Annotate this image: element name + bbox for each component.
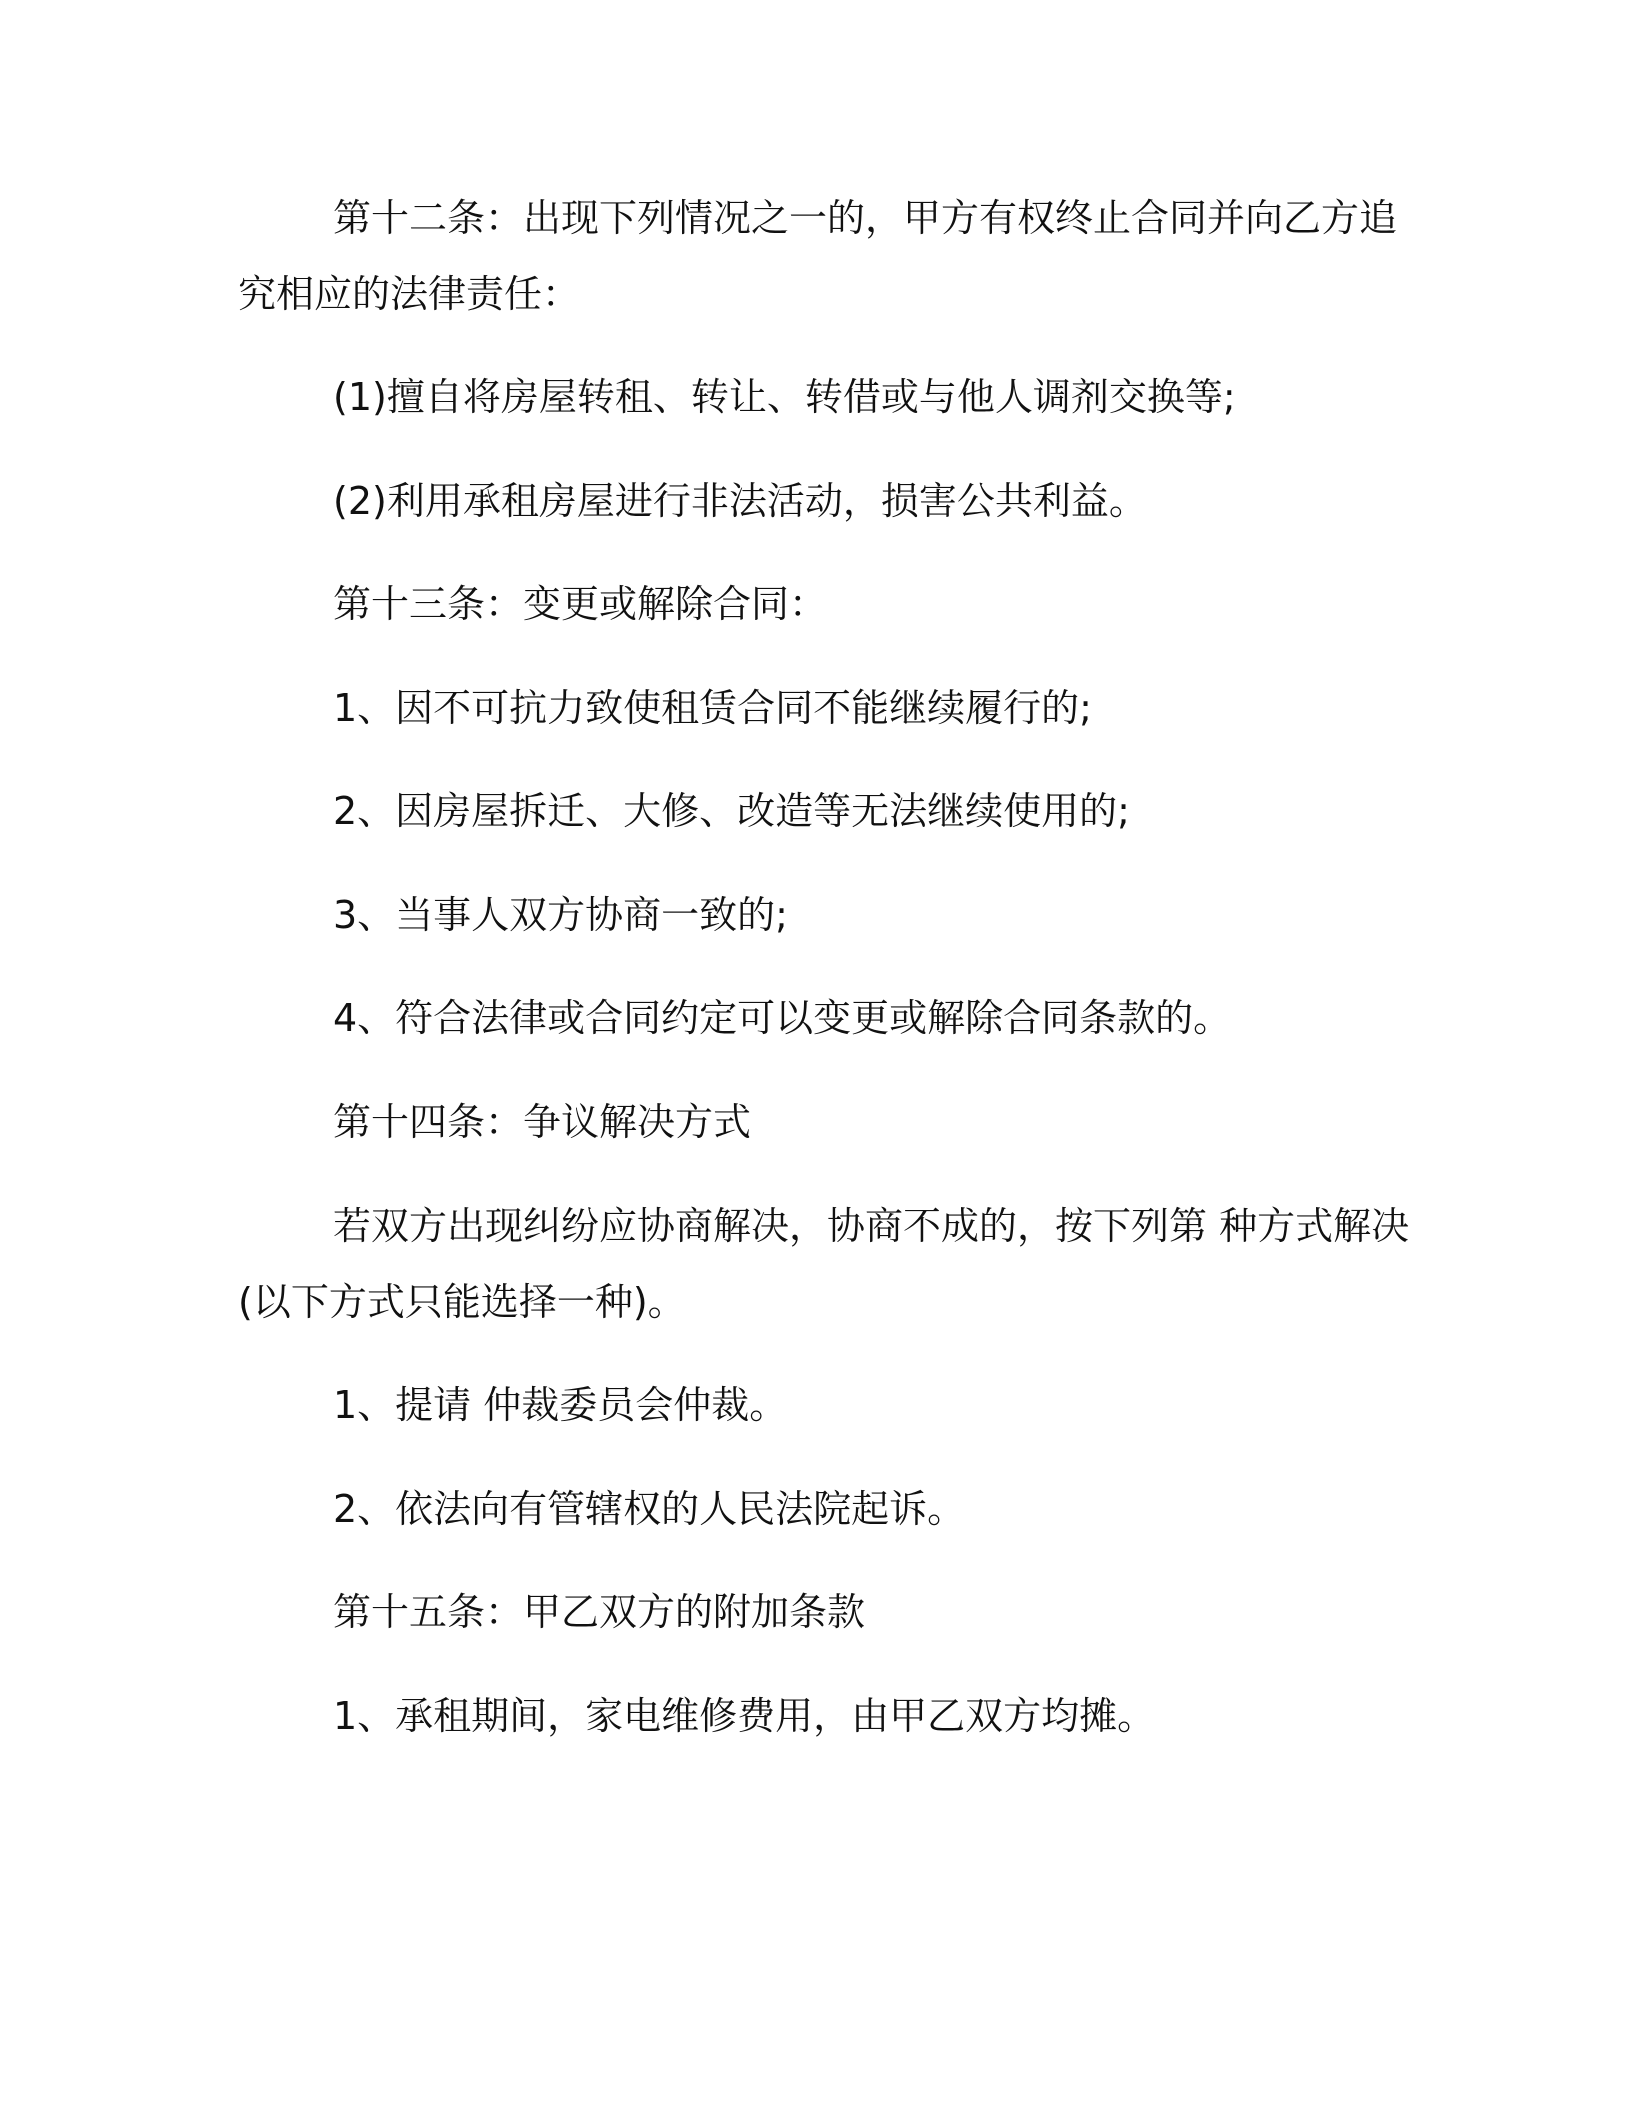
clause-13-item-1: 1、因不可抗力致使租赁合同不能继续履行的; xyxy=(333,686,1092,730)
clause-13-heading: 第十三条：变更或解除合同： xyxy=(333,582,828,626)
clause-15-heading: 第十五条：甲乙双方的附加条款 xyxy=(333,1590,866,1634)
clause-13-item-4: 4、符合法律或合同约定可以变更或解除合同条款的。 xyxy=(333,996,1232,1040)
clause-15-item-1: 1、承租期间，家电维修费用，由甲乙双方均摊。 xyxy=(333,1694,1156,1738)
clause-12-item-2: (2)利用承租房屋进行非法活动，损害公共利益。 xyxy=(333,479,1147,523)
clause-14-item-2: 2、依法向有管辖权的人民法院起诉。 xyxy=(333,1487,966,1531)
clause-14-body: 若双方出现纠纷应协商解决，协商不成的，按下列第 种方式解决 xyxy=(333,1204,1410,1248)
clause-14-body-cont: (以下方式只能选择一种)。 xyxy=(238,1280,686,1324)
clause-12-heading: 第十二条：出现下列情况之一的，甲方有权终止合同并向乙方追 xyxy=(333,196,1398,240)
clause-14-heading: 第十四条：争议解决方式 xyxy=(333,1100,752,1144)
clause-12-heading-cont: 究相应的法律责任： xyxy=(238,272,581,316)
clause-13-item-2: 2、因房屋拆迁、大修、改造等无法继续使用的; xyxy=(333,789,1130,833)
clause-12-item-1: (1)擅自将房屋转租、转让、转借或与他人调剂交换等; xyxy=(333,375,1236,419)
clause-14-item-1: 1、提请 仲裁委员会仲裁。 xyxy=(333,1383,788,1427)
clause-13-item-3: 3、当事人双方协商一致的; xyxy=(333,893,788,937)
